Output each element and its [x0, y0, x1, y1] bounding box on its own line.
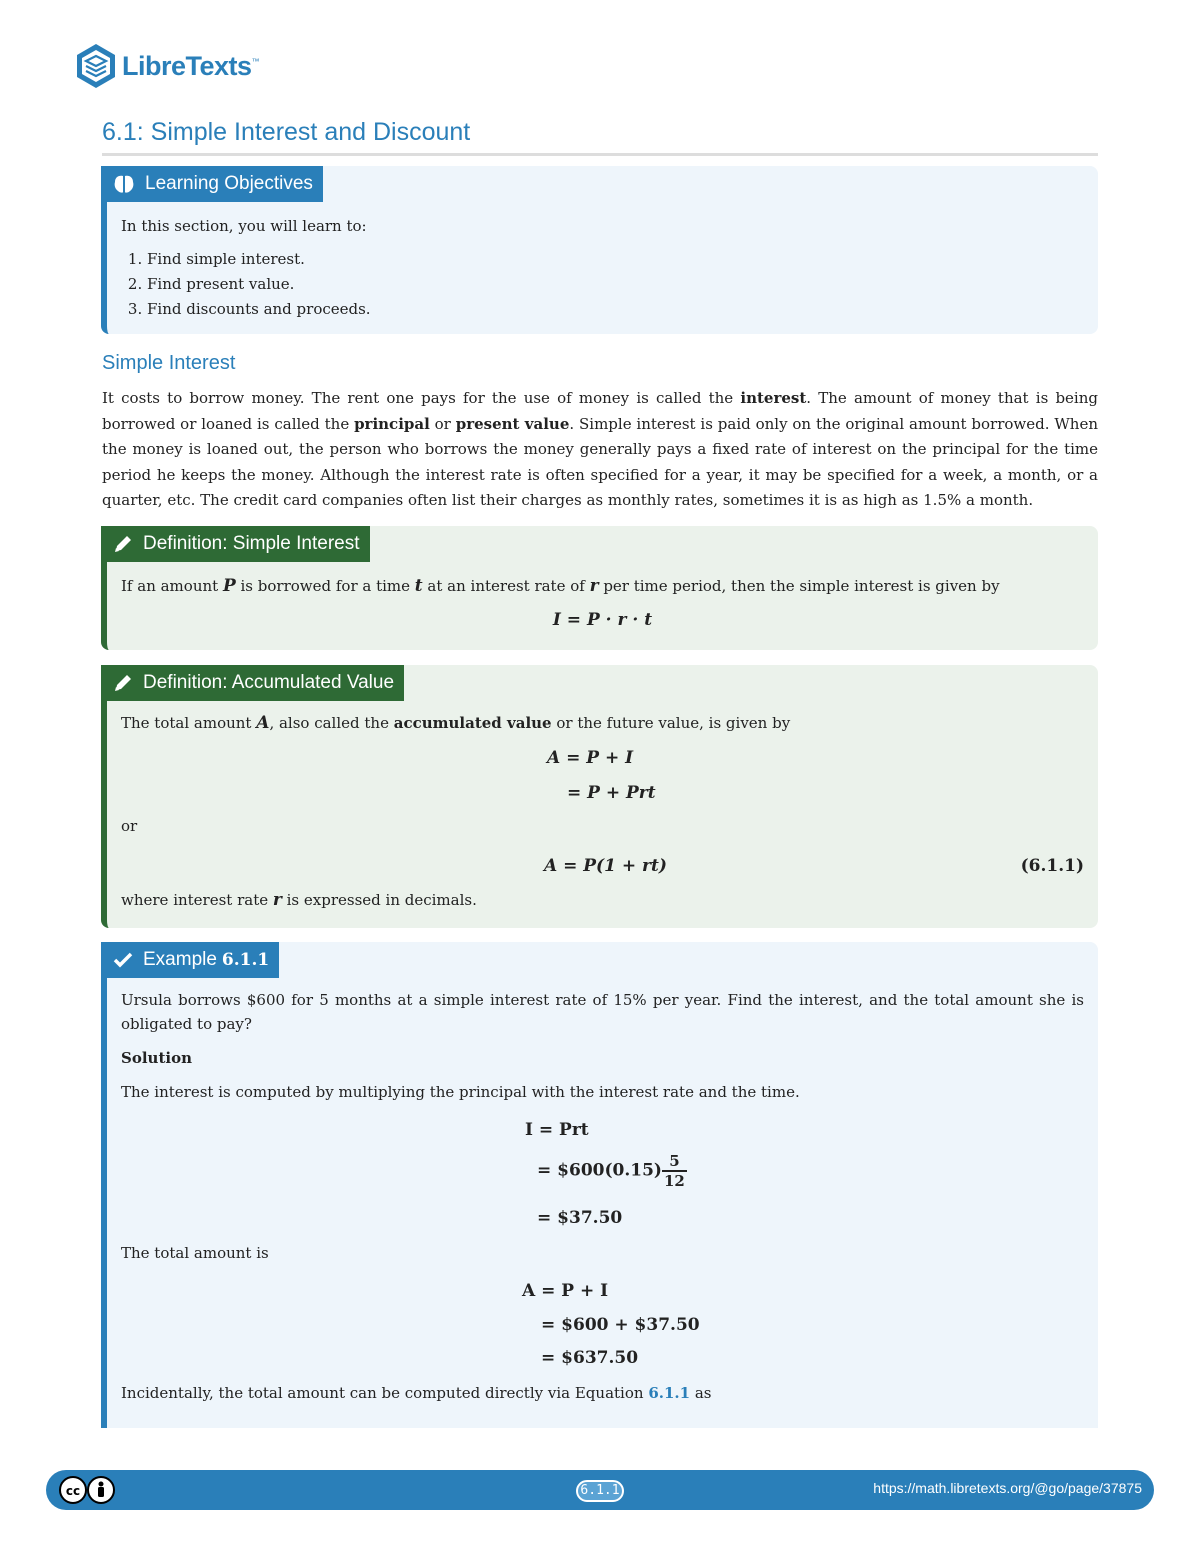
solution-line-3: Incidentally, the total amount can be computed directly via Equation 6.1.1 as	[121, 1384, 712, 1402]
svg-text:cc: cc	[65, 1484, 81, 1498]
learning-objectives-label: Learning Objectives	[145, 173, 313, 194]
term-present-value: present value	[455, 414, 570, 433]
page-number: 6.1.1	[576, 1480, 624, 1502]
learning-objectives-box	[101, 166, 1098, 334]
amount-eq-3: = $637.50	[541, 1348, 639, 1368]
definition-accumulated-value-label: Definition: Accumulated Value	[143, 672, 395, 693]
objectives-list	[121, 247, 1084, 322]
page-url[interactable]: https://math.libretexts.org/@go/page/37875	[873, 1480, 1142, 1496]
solution-line-1: The interest is computed by multiplying the principal with the interest rate and the time.	[121, 1083, 800, 1101]
definition-accumulated-value-box	[101, 665, 1098, 928]
section-heading: Simple Interest	[102, 352, 236, 374]
page-footer	[46, 1470, 1154, 1510]
interest-eq-3: = $37.50	[537, 1208, 623, 1228]
list-item: 1. Find simple interest.	[147, 247, 1084, 272]
accumulated-eq-3: A = P(1 + rt)	[544, 856, 667, 876]
example-label: Example	[143, 949, 217, 970]
simple-interest-formula: I = P · r · t	[552, 610, 653, 630]
definition-accumulated-value-tag	[101, 665, 404, 701]
or-text: or	[121, 817, 138, 835]
definition-simple-text: If an amount P is borrowed for a time t at an interest rate of r per time period, then the simple interest is given by	[121, 576, 1000, 596]
list-item: 2. Find present value.	[147, 272, 1084, 297]
checkmark-icon	[113, 951, 133, 969]
intro-paragraph: It costs to borrow money. The rent one pays for the use of money is called the interest. The amount of money that is being borrowed or loaned is called the principal or present value. Simple interest is paid only on the original amount borrowed. When the money is loaned out, the person who borrows the money generally pays a fixed rate of interest on the principal for the time period he keeps the money. Although the interest rate is often specified for a year, it may be specified for a week, a month, or a quarter, etc. The credit card companies often list their charges as monthly rates, sometimes it is as high as 1.5% a month.	[102, 389, 1098, 509]
learning-objectives-tag	[101, 166, 323, 202]
interest-eq-1: I = Prt	[525, 1120, 589, 1140]
amount-eq-2: = $600 + $37.50	[541, 1315, 700, 1335]
example-tag	[101, 942, 279, 978]
term-interest: interest	[740, 389, 807, 407]
example-problem: Ursula borrows $600 for 5 months at a simple interest rate of 15% per year. Find the interest, and the total amount she is obligated to pay?	[121, 991, 1084, 1033]
equation-number: (6.1.1)	[1020, 856, 1084, 876]
definition-simple-interest-label: Definition: Simple Interest	[143, 533, 360, 554]
interest-rate-note: where interest rate r is expressed in decimals.	[121, 890, 477, 910]
logo-wordmark: LibreTexts™	[122, 50, 260, 81]
page-title: 6.1: Simple Interest and Discount	[102, 118, 1098, 156]
libretexts-logo[interactable]	[74, 42, 259, 90]
term-principal: principal	[354, 414, 430, 433]
equation-link[interactable]: 6.1.1	[648, 1384, 691, 1402]
libretexts-hexagon-icon	[74, 42, 118, 90]
pencil-icon	[113, 673, 133, 693]
accumulated-eq-1: A = P + I	[547, 748, 634, 768]
objectives-intro: In this section, you will learn to:	[121, 217, 367, 235]
accumulated-eq-2: = P + Prt	[567, 783, 656, 803]
interest-eq-2: = $600(0.15) $\frac{5}{12}$	[537, 1152, 685, 1190]
amount-eq-1: A = P + I	[522, 1281, 609, 1301]
creative-commons-badge[interactable]	[58, 1476, 116, 1504]
definition-accumulated-text: The total amount A, also called the accumulated value or the future value, is given by	[121, 713, 791, 733]
fraction: $\frac{5}{12}$	[663, 1152, 685, 1190]
list-item: 3. Find discounts and proceeds.	[147, 297, 1084, 322]
pencil-icon	[113, 534, 133, 554]
cc-icon	[58, 1476, 88, 1504]
example-box	[101, 942, 1098, 1428]
brain-icon	[113, 174, 135, 194]
attribution-icon	[86, 1476, 116, 1504]
solution-heading: Solution	[121, 1049, 192, 1067]
example-number: 6.1.1	[221, 950, 270, 970]
solution-line-2: The total amount is	[121, 1244, 269, 1262]
definition-simple-interest-box	[101, 526, 1098, 650]
definition-simple-interest-tag	[101, 526, 370, 562]
